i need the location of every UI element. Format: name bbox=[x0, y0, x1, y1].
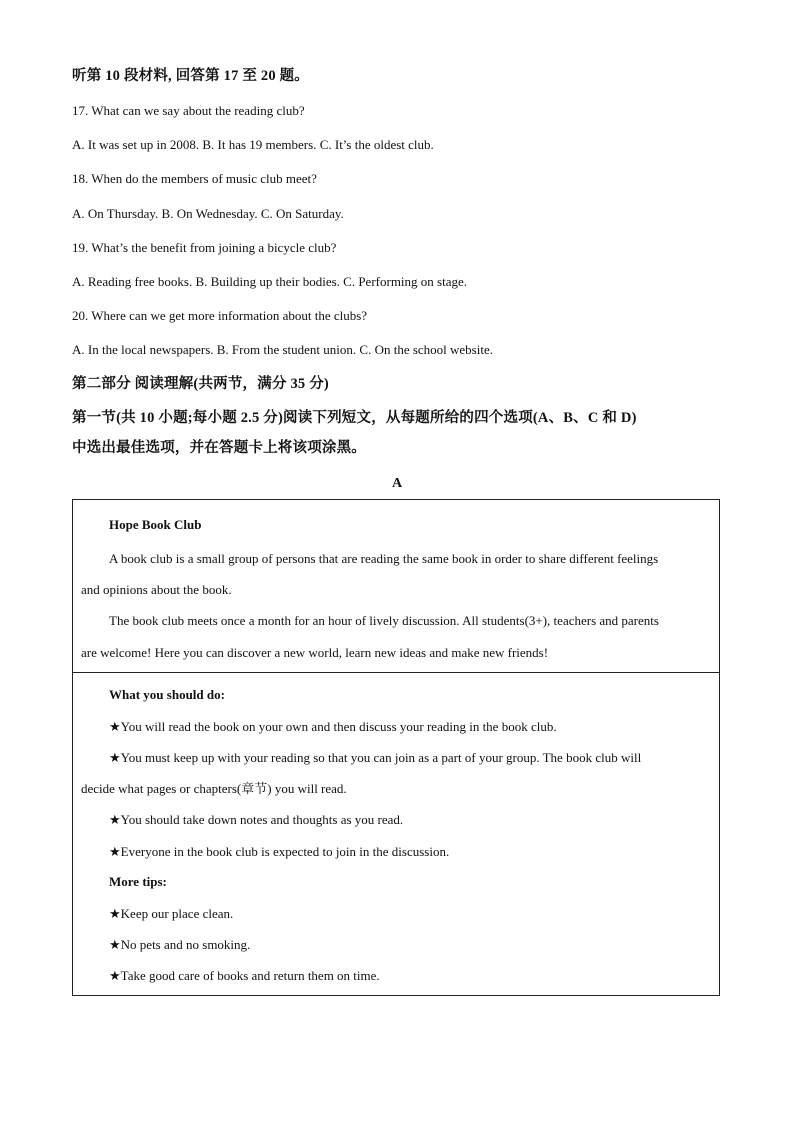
question-19-stem: 19. What’s the benefit from joining a bicycle club? bbox=[72, 240, 337, 255]
question-18-options: A. On Thursday. B. On Wednesday. C. On Saturday. bbox=[72, 206, 344, 221]
reading-part-title: 第二部分 阅读理解(共两节，满分 35 分) bbox=[72, 376, 329, 392]
todo-heading: What you should do: bbox=[109, 687, 225, 702]
passage-label: A bbox=[391, 476, 403, 491]
tip-item-1: ★Keep our place clean. bbox=[109, 906, 234, 921]
question-17-stem: 17. What can we say about the reading club? bbox=[72, 103, 305, 118]
reading-instruction-line2: 中选出最佳选项，并在答题卡上将该项涂黑。 bbox=[72, 440, 366, 456]
todo-item-2-line1: ★You must keep up with your reading so that you can join as a part of your group. The book club will bbox=[109, 750, 642, 765]
tips-heading: More tips: bbox=[109, 874, 167, 889]
passage-title: Hope Book Club bbox=[109, 517, 202, 532]
passage-p2-line2: are welcome! Here you can discover a new world, learn new ideas and make new friends! bbox=[81, 645, 549, 660]
todo-item-3: ★You should take down notes and thoughts as you read. bbox=[109, 812, 404, 827]
passage-rules-box bbox=[72, 672, 720, 996]
question-20-options: A. In the local newspapers. B. From the student union. C. On the school website. bbox=[72, 342, 493, 357]
tip-item-3: ★Take good care of books and return them on time. bbox=[109, 968, 380, 983]
passage-p1-line2: and opinions about the book. bbox=[81, 582, 232, 597]
todo-item-4: ★Everyone in the book club is expected to join in the discussion. bbox=[109, 844, 450, 859]
question-18-stem: 18. When do the members of music club meet? bbox=[72, 171, 317, 186]
tip-item-2: ★No pets and no smoking. bbox=[109, 937, 251, 952]
question-20-stem: 20. Where can we get more information about the clubs? bbox=[72, 308, 368, 323]
todo-item-1: ★You will read the book on your own and then discuss your reading in the book club. bbox=[109, 719, 557, 734]
passage-p2-line1: The book club meets once a month for an hour of lively discussion. All students(3+), teachers and parents bbox=[109, 613, 659, 628]
passage-intro-box bbox=[72, 499, 720, 673]
todo-item-2-line2: decide what pages or chapters(章节) you will read. bbox=[81, 781, 347, 796]
passage-p1-line1: A book club is a small group of persons that are reading the same book in order to share different feelings bbox=[109, 551, 659, 566]
question-19-options: A. Reading free books. B. Building up their bodies. C. Performing on stage. bbox=[72, 274, 468, 289]
reading-instruction-line1: 第一节(共 10 小题;每小题 2.5 分)阅读下列短文，从每题所给的四个选项(A、B、C 和 D) bbox=[72, 410, 637, 426]
listening-section-title: 听第 10 段材料, 回答第 17 至 20 题。 bbox=[72, 68, 309, 84]
question-17-options: A. It was set up in 2008. B. It has 19 members. C. It’s the oldest club. bbox=[72, 137, 434, 152]
